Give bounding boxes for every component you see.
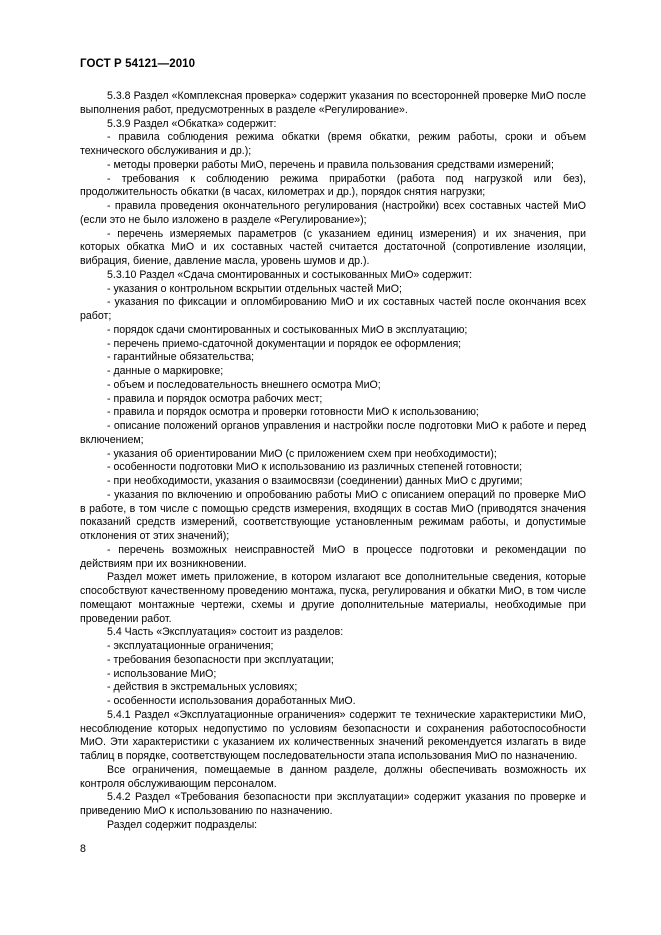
paragraph: 5.4.1 Раздел «Эксплуатационные ограничения» содержит те технические характеристики МиО, несоблюдение которых недопустимо по условиям безопасности и сохранения работоспособности МиО. Эти характеристики с указанием их количественных значений рекомендуется излагать в виде таблиц в порядке, соответствующем последовательности этапа использования МиО по назначению. bbox=[80, 708, 586, 762]
paragraph: - методы проверки работы МиО, перечень и правила пользования средствами измерений; bbox=[107, 158, 554, 171]
paragraph: - перечень измеряемых параметров (с указанием единиц измерения) и их значения, при которых обкатка МиО и их составных частей считается достаточной (сопротивление изоляции, вибрация, биение, давление масла, уровень шумов и др.). bbox=[80, 227, 586, 267]
paragraph: - данные о маркировке; bbox=[107, 365, 224, 377]
page-number: 8 bbox=[80, 843, 86, 855]
paragraph: - требования безопасности при эксплуатации; bbox=[107, 653, 334, 666]
paragraph: - объем и последовательность внешнего осмотра МиО; bbox=[107, 378, 381, 391]
paragraph: - эксплуатационные ограничения; bbox=[107, 640, 274, 652]
paragraph: - действия в экстремальных условиях; bbox=[107, 681, 298, 694]
paragraph: 5.3.10 Раздел «Сдача смонтированных и состыкованных МиО» содержит: bbox=[107, 268, 473, 281]
paragraph: - перечень возможных неисправностей МиО в процессе подготовки и рекомендации по действиям при их возникновении. bbox=[80, 543, 586, 570]
paragraph: - указания по фиксации и опломбированию МиО и их составных частей после окончания всех работ; bbox=[80, 296, 586, 322]
paragraph: 5.4 Часть «Эксплуатация» состоит из разделов: bbox=[107, 626, 344, 639]
paragraph: Все ограничения, помещаемые в данном разделе, должны обеспечивать возможность их контроля обслуживающим персоналом. bbox=[80, 763, 586, 790]
paragraph: - правила соблюдения режима обкатки (время обкатки, режим работы, сроки и объем технического обслуживания и др.); bbox=[80, 131, 586, 157]
document-header: ГОСТ Р 54121—2010 bbox=[80, 58, 196, 70]
paragraph: - указания по включению и опробованию работы МиО с описанием операций по проверке МиО в работе, в том числе с помощью средств измерения, входящих в состав МиО (приводятся значения показаний средств измерений, соответствующие установленным режимам работы, и допустимые отклонения от этих значений); bbox=[80, 488, 586, 542]
paragraph: - гарантийные обязательства; bbox=[107, 351, 255, 364]
paragraph: - особенности подготовки МиО к использованию из различных степеней готовности; bbox=[107, 461, 523, 474]
paragraph: - при необходимости, указания о взаимосвязи (соединении) данных МиО с другими; bbox=[107, 475, 523, 487]
paragraph: - использование МиО; bbox=[107, 667, 217, 680]
paragraph: - правила проведения окончательного регулирования (настройки) всех составных частей МиО (если это не было изложено в разделе «Регулирование»); bbox=[80, 200, 586, 226]
paragraph: Раздел может иметь приложение, в котором излагают все дополнительные сведения, которые способствуют качественному проведению монтажа, пуска, регулирования и обкатки МиО, в том числе помещают монтажные чертежи, схемы и другие дополнительные материалы, необходимые при проведении работ. bbox=[80, 571, 586, 625]
paragraph: 5.3.8 Раздел «Комплексная проверка» содержит указания по всесторонней проверке МиО после выполнения работ, предусмотренных в разделе «Регулирование». bbox=[80, 90, 586, 116]
paragraph: - перечень приемо-сдаточной документации и порядок ее оформления; bbox=[107, 337, 462, 350]
paragraph: - указания о контрольном вскрытии отдельных частей МиО; bbox=[107, 282, 402, 295]
paragraph: 5.3.9 Раздел «Обкатка» содержит: bbox=[107, 117, 277, 130]
paragraph: - особенности использования доработанных МиО. bbox=[107, 695, 356, 707]
paragraph: - указания об ориентировании МиО (с приложением схем при необходимости); bbox=[107, 447, 497, 460]
paragraph: - требования к соблюдению режима приработки (работа под нагрузкой или без), продолжительность обкатки (в часах, километрах и др.), порядок снятия нагрузки; bbox=[80, 172, 586, 199]
paragraph: - правила и порядок осмотра и проверки готовности МиО к использованию; bbox=[107, 406, 479, 419]
paragraph: - правила и порядок осмотра рабочих мест; bbox=[107, 392, 323, 405]
paragraph: - порядок сдачи смонтированных и состыкованных МиО в эксплуатацию; bbox=[107, 323, 468, 336]
document-body bbox=[80, 90, 586, 833]
paragraph: 5.4.2 Раздел «Требования безопасности при эксплуатации» содержит указания по проверке и приведению МиО к использованию по назначению. bbox=[80, 791, 586, 817]
paragraph: - описание положений органов управления и настройки после подготовки МиО к работе и перед включением; bbox=[80, 420, 586, 446]
paragraph: Раздел содержит подразделы: bbox=[107, 818, 258, 831]
